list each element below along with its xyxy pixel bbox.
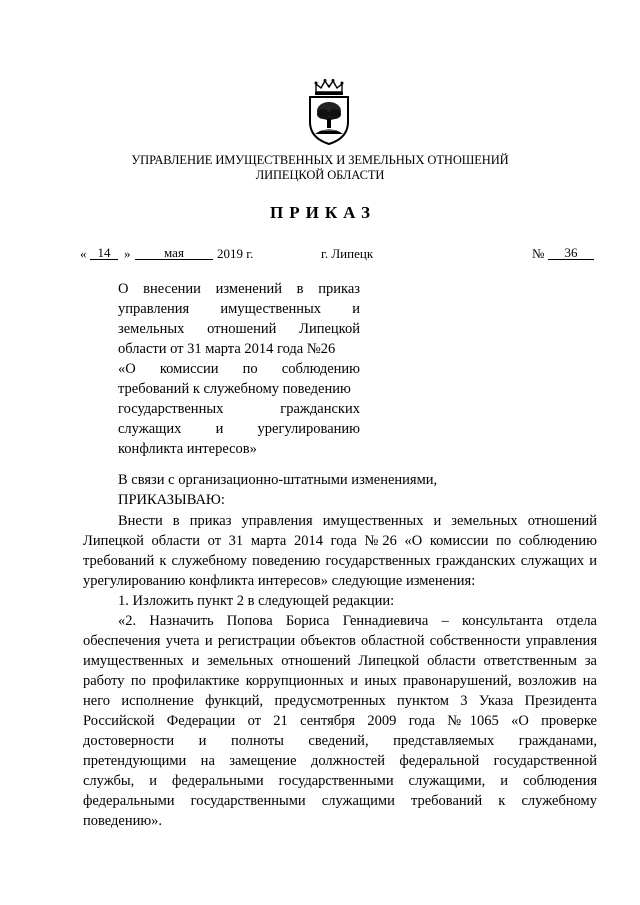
subject-line: конфликта интересов» — [118, 441, 257, 457]
organization-name-line1: УПРАВЛЕНИЕ ИМУЩЕСТВЕННЫХ И ЗЕМЕЛЬНЫХ ОТНОШЕНИЙ — [131, 153, 509, 167]
coat-of-arms-icon — [304, 78, 354, 146]
date-year: 2019 г. — [217, 246, 254, 261]
appointment-paragraph: «2. Назначить Попова Бориса Геннадиевича – консультанта отдела обеспечения учета и регистрации объектов областной собственности управления имущественных и земельных отношений Липецкой области ответственным за работу по профилактике коррупционных и иных правонарушений, возложив на него исполнение функций, предусмотренных пунктом 3 Указа Президента Российской Федерации от 21 сентября 2009 года №1065 «О проверке достоверности и полноты сведений, представляемых гражданами, претендующими на замещение должностей федеральной государственной службы, и федеральными государственными служащими, и соблюдения федеральными государственными служащими требований к служебному поведению». — [83, 613, 597, 829]
date-day: 14 — [90, 246, 118, 260]
subject-line: государственных гражданских — [118, 401, 360, 417]
list-item-1: 1. Изложить пункт 2 в следующей редакции: — [118, 593, 395, 609]
date-month: мая — [135, 246, 213, 260]
order-number: 36 — [548, 246, 594, 260]
subject-line: управления имущественных и — [118, 301, 360, 317]
intro-paragraph: В связи с организационно-штатными изменениями, — [118, 472, 438, 488]
subject-line: области от 31 марта 2014 года №26 — [118, 341, 336, 357]
subject-line: служащих и урегулированию — [118, 421, 360, 437]
organization-name-line2: ЛИПЕЦКОЙ ОБЛАСТИ — [255, 168, 385, 182]
order-word: ПРИКАЗЫВАЮ: — [118, 492, 225, 508]
subject-line: О внесении изменений в приказ — [118, 281, 360, 297]
date-close-quote: » — [124, 246, 131, 261]
order-subject — [118, 279, 360, 459]
subject-line: «О комиссии по соблюдению — [118, 361, 360, 377]
main-paragraph: Внести в приказ управления имущественных и земельных отношений Липецкой области от 31 марта 2014 года №26 «О комиссии по соблюдению требований к служебному поведению государственных гражданских служащих и урегулированию конфликта интересов» следующие изменения: — [83, 513, 597, 589]
date-open-quote: « — [80, 246, 87, 261]
number-sign: № — [532, 246, 545, 261]
subject-line: требований к служебному поведению — [118, 381, 351, 397]
date-number-line — [0, 246, 640, 266]
city-name: г. Липецк — [321, 246, 374, 261]
subject-line: земельных отношений Липецкой — [118, 321, 360, 337]
document-type-title: ПРИКАЗ — [270, 203, 376, 222]
